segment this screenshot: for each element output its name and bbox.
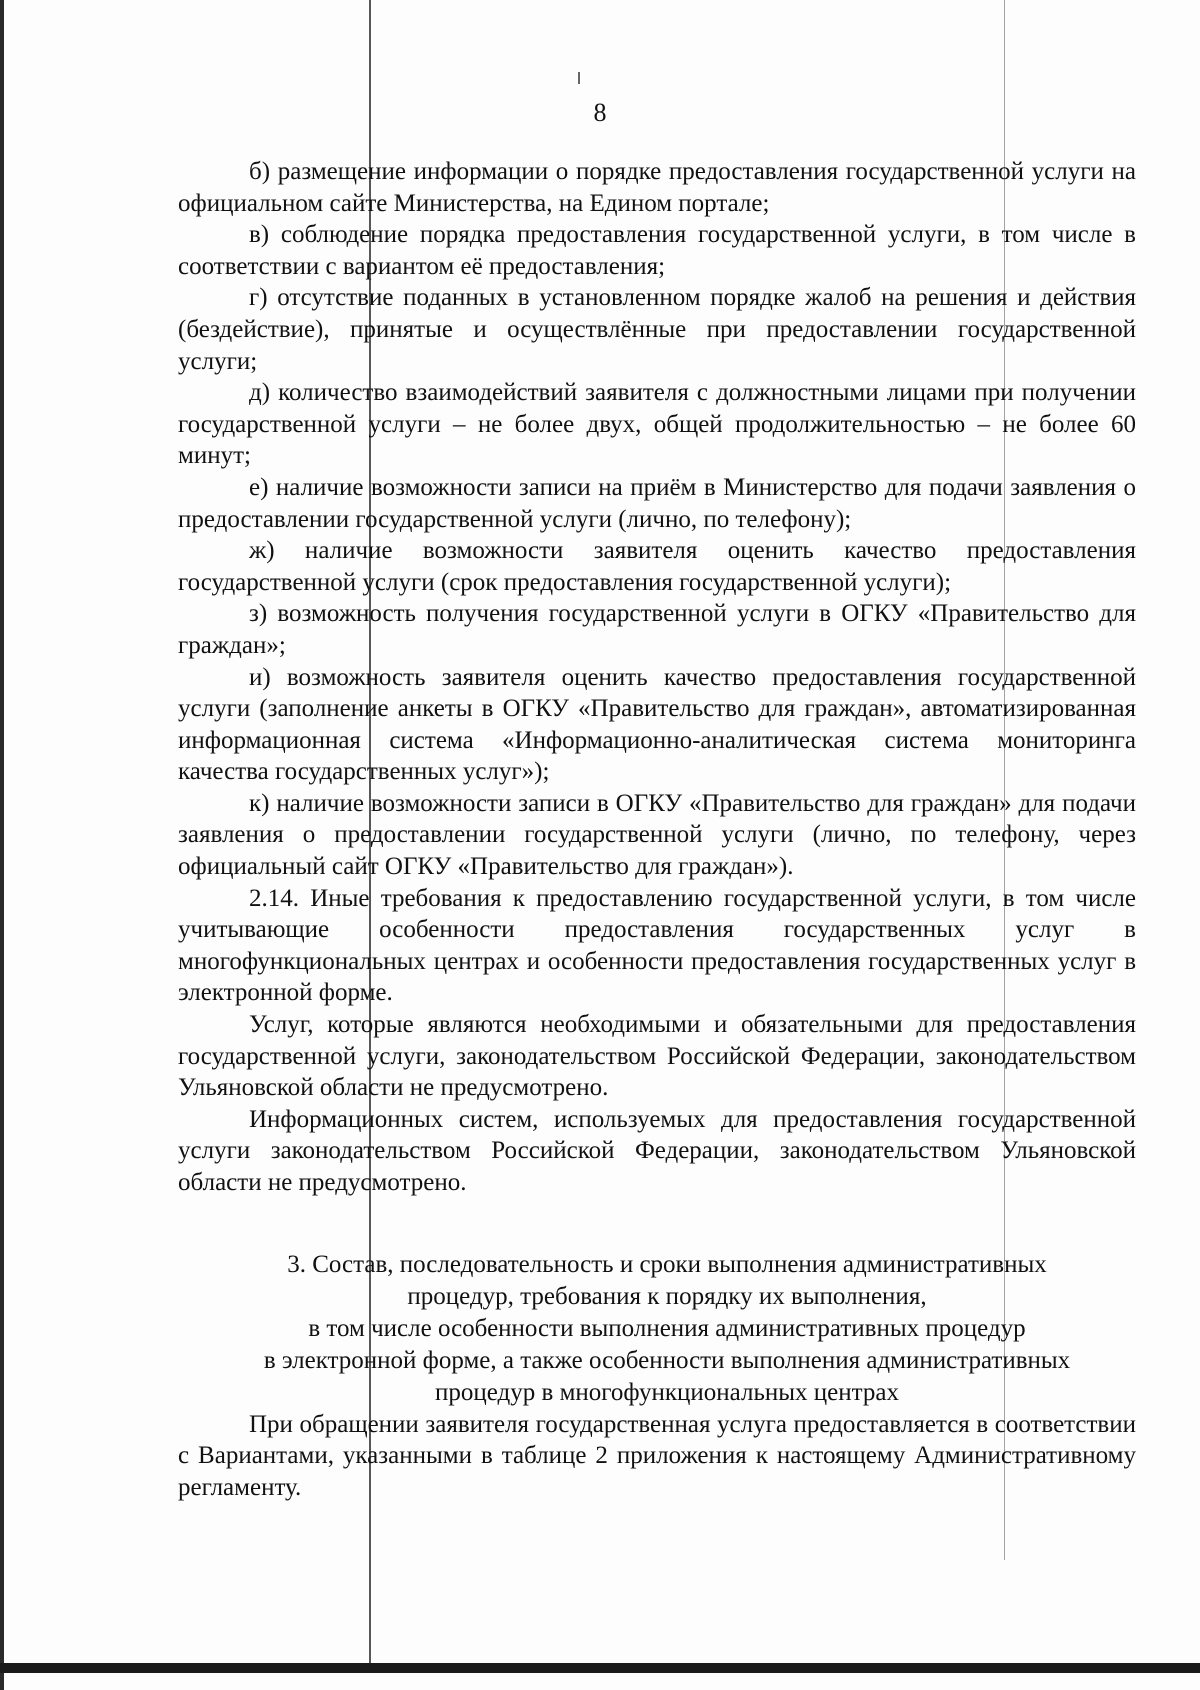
heading-line: 3. Состав, последовательность и сроки выполнения административных [287,1250,1047,1278]
paragraph-item-g: г) отсутствие поданных в установленном порядке жалоб на решения и действия (бездействие), принятые и осуществлённые при предоставлении государственной услуги; [178,284,1136,375]
paragraph-item-e: е) наличие возможности записи на приём в Министерство для подачи заявления о предоставлении государственной услуги (лично, по телефону); [178,473,1136,533]
paragraph-item-v: в) соблюдение порядка предоставления государственной услуги, в том числе в соответствии с вариантом её предоставления; [178,221,1136,280]
heading-line: в том числе особенности выполнения административных процедур [308,1314,1026,1342]
scan-left-edge [0,0,4,1690]
document-body [178,156,1136,1503]
paragraph-services: Услуг, которые являются необходимыми и обязательными для предоставления государственной услуги, законодательством Российской Федерации, законодательством Ульяновской области не предусмотрено. [178,1011,1136,1102]
scan-bottom-bar [0,1663,1200,1673]
paragraph-2-14: 2.14. Иные требования к предоставлению государственной услуги, в том числе учитывающие особенности предоставления государственных услуг в многофункциональных центрах и особенности предоставления государственных услуг в электронной форме. [178,884,1136,1007]
heading-line: процедур в многофункциональных центрах [435,1378,899,1406]
paragraph-item-d: д) количество взаимодействий заявителя с должностными лицами при получении государственной услуги – не более двух, общей продолжительностью – не более 60 минут; [178,379,1136,470]
paragraph-item-b: б) размещение информации о порядке предоставления государственной услуги на официальном сайте Министерства, на Едином портале; [178,158,1136,217]
paragraph-closing: При обращении заявителя государственная услуга предоставляется в соответствии с Вариантами, указанными в таблице 2 приложения к настоящему Административному регламенту. [178,1410,1136,1501]
paragraph-item-zh: ж) наличие возможности заявителя оценить качество предоставления государственной услуги (срок предоставления государственной услуги); [178,537,1136,596]
paragraph-item-z: з) возможность получения государственной услуги в ОГКУ «Правительство для граждан»; [178,600,1136,659]
paragraph-item-k: к) наличие возможности записи в ОГКУ «Правительство для граждан» для подачи заявления о предоставлении государственной услуги (лично, по телефону, через официальный сайт ОГКУ «Правительство для граждан»). [178,789,1136,881]
paragraph-item-i: и) возможность заявителя оценить качество предоставления государственной услуги (заполнение анкеты в ОГКУ «Правительство для граждан», автоматизированная информационная система «Информационно-аналитическая система мониторинга качества государственных услуг»); [178,663,1136,786]
paragraph-info-systems: Информационных систем, используемых для предоставления государственной услуги законодательством Российской Федерации, законодательством Ульяновской области не предусмотрено. [178,1105,1136,1196]
scan-speck [578,72,580,84]
heading-line: процедур, требования к порядку их выполнения, [407,1282,927,1310]
heading-line: в электронной форме, а также особенности выполнения административных [263,1346,1071,1374]
section-3-heading [178,1249,1136,1409]
page-number: 8 [593,98,607,127]
